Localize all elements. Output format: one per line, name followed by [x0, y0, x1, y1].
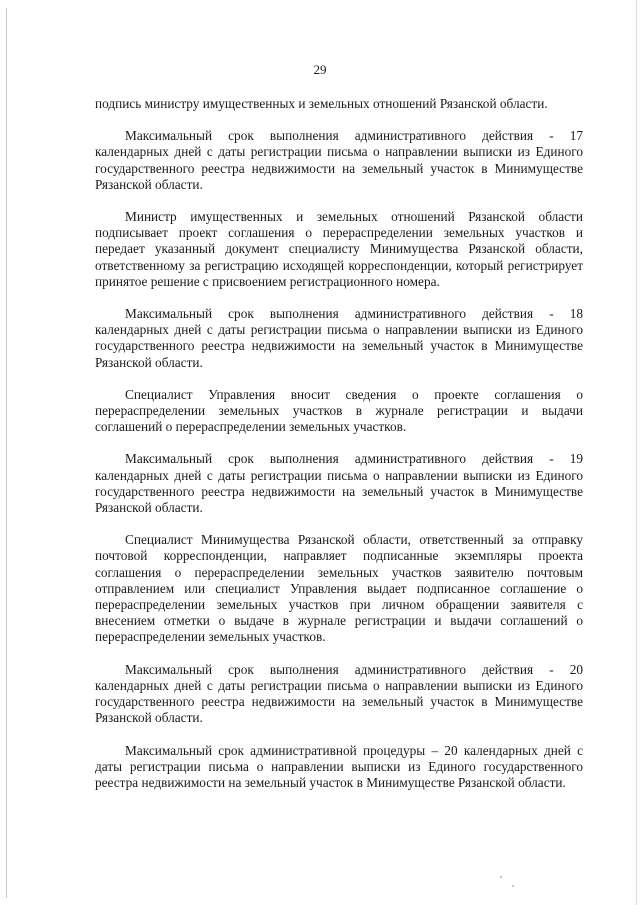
paragraph-1: подпись министру имущественных и земельных отношений Рязанской области.: [95, 96, 548, 111]
scan-speck: [512, 885, 514, 887]
scan-right-edge: [636, 0, 637, 905]
paragraph-2: Максимальный срок выполнения административного действия - 17 календарных дней с даты регистрации письма о направлении выписки из Единого государственного реестра недвижимости на земельный участок в Минимуществе Рязанской области.: [95, 128, 583, 192]
paragraph-4: Максимальный срок выполнения административного действия - 18 календарных дней с даты регистрации письма о направлении выписки из Единого государственного реестра недвижимости на земельный участок в Минимуществе Рязанской области.: [95, 306, 583, 370]
page-number: 29: [313, 62, 327, 77]
paragraph-7: Специалист Минимущества Рязанской области, ответственный за отправку почтовой корреспонденции, направляет подписанные экземпляры проекта соглашения о перераспределении земельных участков заявителю почтовым отправлением или специалист Управления выдает подписанное соглашение о перераспределении земельных участков при личном обращении заявителя с внесением отметки о выдаче в журнале регистрации и выдачи соглашений о перераспределении земельных участков.: [95, 532, 583, 645]
scan-speck: [500, 876, 502, 878]
paragraph-5: Специалист Управления вносит сведения о проекте соглашения о перераспределении земельных участков в журнале регистрации и выдачи соглашений о перераспределении земельных участков.: [95, 386, 583, 435]
paragraph-8: Максимальный срок выполнения административного действия - 20 календарных дней с даты регистрации письма о направлении выписки из Единого государственного реестра недвижимости на земельный участок в Минимуществе Рязанской области.: [95, 661, 583, 726]
scan-left-edge: [6, 8, 7, 898]
paragraph-9: Максимальный срок административной процедуры – 20 календарных дней с даты регистрации письма о направлении выписки из Единого государственного реестра недвижимости на земельный участок в Минимуществе Рязанской области.: [95, 742, 583, 790]
paragraph-3: Министр имущественных и земельных отношений Рязанской области подписывает проект соглашения о перераспределении земельных участков и передает указанный документ специалисту Минимущества Рязанской области, ответственному за регистрацию исходящей корреспонденции, который регистрирует принятое решение с присвоением регистрационного номера.: [95, 209, 583, 289]
document-body: [95, 96, 583, 807]
paragraph-6: Максимальный срок выполнения административного действия - 19 календарных дней с даты регистрации письма о направлении выписки из Единого государственного реестра недвижимости на земельный участок в Минимуществе Рязанской области.: [95, 451, 583, 516]
